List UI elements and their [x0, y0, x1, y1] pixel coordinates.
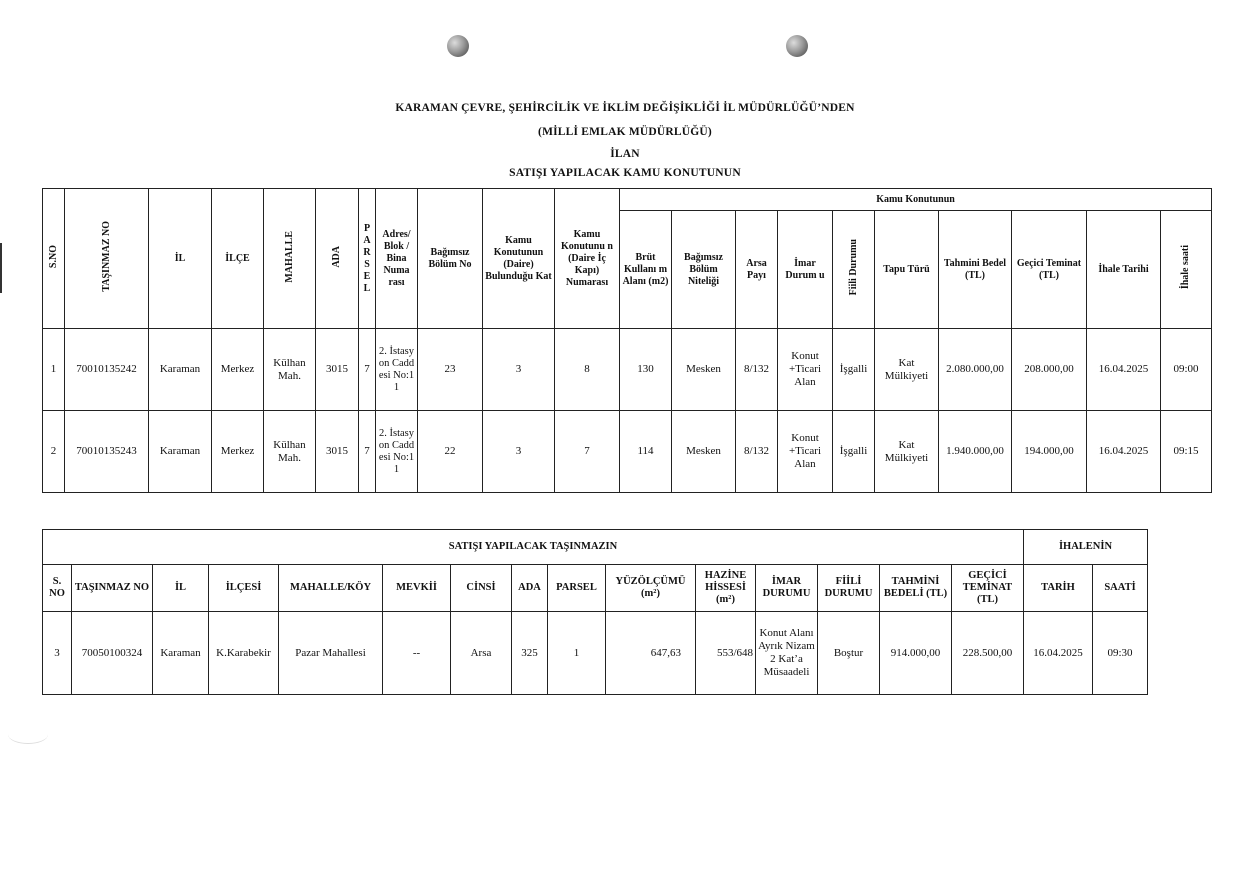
col-sno: S.NO [43, 189, 65, 329]
col-fiili-durumu: FİİLİ DURUMU [818, 565, 880, 612]
cell-tahmini-bedeli: 914.000,00 [880, 612, 952, 695]
cell-adres: 2. İstasyon Caddesi No:11 [376, 411, 418, 493]
cell-bagimsiz-bolum-no: 23 [418, 329, 483, 411]
cell-mahalle-koy: Pazar Mahallesi [279, 612, 383, 695]
col-ihale-saati: İhale saati [1161, 211, 1212, 329]
cell-nitelik: Mesken [672, 411, 736, 493]
cell-sno: 3 [43, 612, 72, 695]
cell-saat: 09:00 [1161, 329, 1212, 411]
cell-nitelik: Mesken [672, 329, 736, 411]
heading-directorate: KARAMAN ÇEVRE, ŞEHİRCİLİK VE İKLİM DEĞİŞİKLİĞİ İL MÜDÜRLÜĞÜ’NDEN [395, 102, 855, 114]
col-mevkii: MEVKİİ [383, 565, 451, 612]
col-sno: S. NO [43, 565, 72, 612]
col-teminat: Geçici Teminat (TL) [1012, 211, 1087, 329]
cell-ada: 3015 [316, 329, 359, 411]
col-adres: Adres/ Blok / Bina Numa rası [376, 189, 418, 329]
col-tasinmaz-no: TAŞINMAZ NO [65, 189, 149, 329]
cell-parsel: 7 [359, 411, 376, 493]
cell-cinsi: Arsa [451, 612, 512, 695]
col-saati: SAATİ [1093, 565, 1148, 612]
col-ada: ADA [316, 189, 359, 329]
cell-adres: 2. İstasyon Caddesi No:11 [376, 329, 418, 411]
cell-hazine-hissesi: 553/648 [696, 612, 756, 695]
cell-ada: 325 [512, 612, 548, 695]
col-il: İL [149, 189, 212, 329]
cell-ilce: Merkez [212, 329, 264, 411]
cell-tapu: Kat Mülkiyeti [875, 329, 939, 411]
heading-department: (MİLLİ EMLAK MÜDÜRLÜĞÜ) [538, 126, 712, 138]
punch-hole-right [786, 35, 808, 57]
cell-bedel: 1.940.000,00 [939, 411, 1012, 493]
cell-brut-alan: 130 [620, 329, 672, 411]
cell-imar: Konut +Ticari Alan [778, 411, 833, 493]
cell-tasinmaz-no: 70010135242 [65, 329, 149, 411]
cell-il: Karaman [149, 411, 212, 493]
col-imar-durumu: İMAR DURUMU [756, 565, 818, 612]
cell-tarih: 16.04.2025 [1024, 612, 1093, 695]
cell-mahalle: Külhan Mah. [264, 329, 316, 411]
col-brut-alan: Brüt Kullanı m Alanı (m2) [620, 211, 672, 329]
cell-kat: 3 [483, 411, 555, 493]
cell-tarih: 16.04.2025 [1087, 329, 1161, 411]
col-kat: Kamu Konutunun (Daire) Bulunduğu Kat [483, 189, 555, 329]
cell-kat: 3 [483, 329, 555, 411]
heading-notice: İLAN [610, 148, 640, 160]
col-tapu: Tapu Türü [875, 211, 939, 329]
col-gecici-teminat: GEÇİCİ TEMİNAT (TL) [952, 565, 1024, 612]
col-mahalle: MAHALLE [264, 189, 316, 329]
col-cinsi: CİNSİ [451, 565, 512, 612]
cell-arsa-payi: 8/132 [736, 329, 778, 411]
col-ilce: İLÇE [212, 189, 264, 329]
cell-saati: 09:30 [1093, 612, 1148, 695]
cell-gecici-teminat: 228.500,00 [952, 612, 1024, 695]
cell-tasinmaz-no: 70050100324 [72, 612, 153, 695]
col-ic-kapi: Kamu Konutunu n (Daire İç Kapı) Numarası [555, 189, 620, 329]
cell-mevkii: -- [383, 612, 451, 695]
col-ilcesi: İLÇESİ [209, 565, 279, 612]
cell-tapu: Kat Mülkiyeti [875, 411, 939, 493]
cell-mahalle: Külhan Mah. [264, 411, 316, 493]
col-tarih: TARİH [1024, 565, 1093, 612]
col-hazine-hissesi: HAZİNE HİSSESİ (m²) [696, 565, 756, 612]
cell-ada: 3015 [316, 411, 359, 493]
scan-smudge [8, 725, 48, 744]
table-row [43, 411, 1212, 493]
cell-saat: 09:15 [1161, 411, 1212, 493]
col-bagimsiz-bolum-no: Bağımsız Bölüm No [418, 189, 483, 329]
cell-sno: 1 [43, 329, 65, 411]
land-table-title: SATIŞI YAPILACAK TAŞINMAZIN [43, 530, 1024, 565]
table-row [43, 612, 1148, 695]
cell-bagimsiz-bolum-no: 22 [418, 411, 483, 493]
cell-parsel: 1 [548, 612, 606, 695]
col-nitelik: Bağımsız Bölüm Niteliği [672, 211, 736, 329]
land-table [42, 529, 1148, 695]
col-bedel: Tahmini Bedel (TL) [939, 211, 1012, 329]
cell-ilce: Merkez [212, 411, 264, 493]
cell-fiili: İşgalli [833, 411, 875, 493]
cell-tarih: 16.04.2025 [1087, 411, 1161, 493]
table-row [43, 329, 1212, 411]
cell-sno: 2 [43, 411, 65, 493]
cell-teminat: 208.000,00 [1012, 329, 1087, 411]
cell-bedel: 2.080.000,00 [939, 329, 1012, 411]
punch-hole-left [447, 35, 469, 57]
col-parsel: PARSEL [359, 189, 376, 329]
col-yuzolcumu: YÜZÖLÇÜMÜ (m²) [606, 565, 696, 612]
heading-subject: SATIŞI YAPILACAK KAMU KONUTUNUN [509, 167, 741, 179]
group-kamu-konutunun: Kamu Konutunun [620, 189, 1212, 211]
cell-yuzolcumu: 647,63 [606, 612, 696, 695]
group-ihalenin: İHALENİN [1024, 530, 1148, 565]
col-mahalle-koy: MAHALLE/KÖY [279, 565, 383, 612]
cell-imar: Konut +Ticari Alan [778, 329, 833, 411]
scan-mark [0, 243, 2, 293]
cell-ilcesi: K.Karabekir [209, 612, 279, 695]
housing-table [42, 188, 1212, 493]
cell-teminat: 194.000,00 [1012, 411, 1087, 493]
col-imar: İmar Durum u [778, 211, 833, 329]
cell-ic-kapi: 8 [555, 329, 620, 411]
cell-parsel: 7 [359, 329, 376, 411]
cell-il: Karaman [153, 612, 209, 695]
col-arsa-payi: Arsa Payı [736, 211, 778, 329]
cell-fiili-durumu: Boştur [818, 612, 880, 695]
cell-il: Karaman [149, 329, 212, 411]
cell-brut-alan: 114 [620, 411, 672, 493]
cell-tasinmaz-no: 70010135243 [65, 411, 149, 493]
col-ada: ADA [512, 565, 548, 612]
col-tahmini-bedeli: TAHMİNİ BEDELİ (TL) [880, 565, 952, 612]
cell-fiili: İşgalli [833, 329, 875, 411]
col-tasinmaz-no: TAŞINMAZ NO [72, 565, 153, 612]
cell-ic-kapi: 7 [555, 411, 620, 493]
cell-arsa-payi: 8/132 [736, 411, 778, 493]
col-ihale-tarihi: İhale Tarihi [1087, 211, 1161, 329]
col-il: İL [153, 565, 209, 612]
cell-imar-durumu: Konut Alanı Ayrık Nizam 2 Kat’a Müsaadeli [756, 612, 818, 695]
col-fiili: Fiili Durumu [833, 211, 875, 329]
col-parsel: PARSEL [548, 565, 606, 612]
